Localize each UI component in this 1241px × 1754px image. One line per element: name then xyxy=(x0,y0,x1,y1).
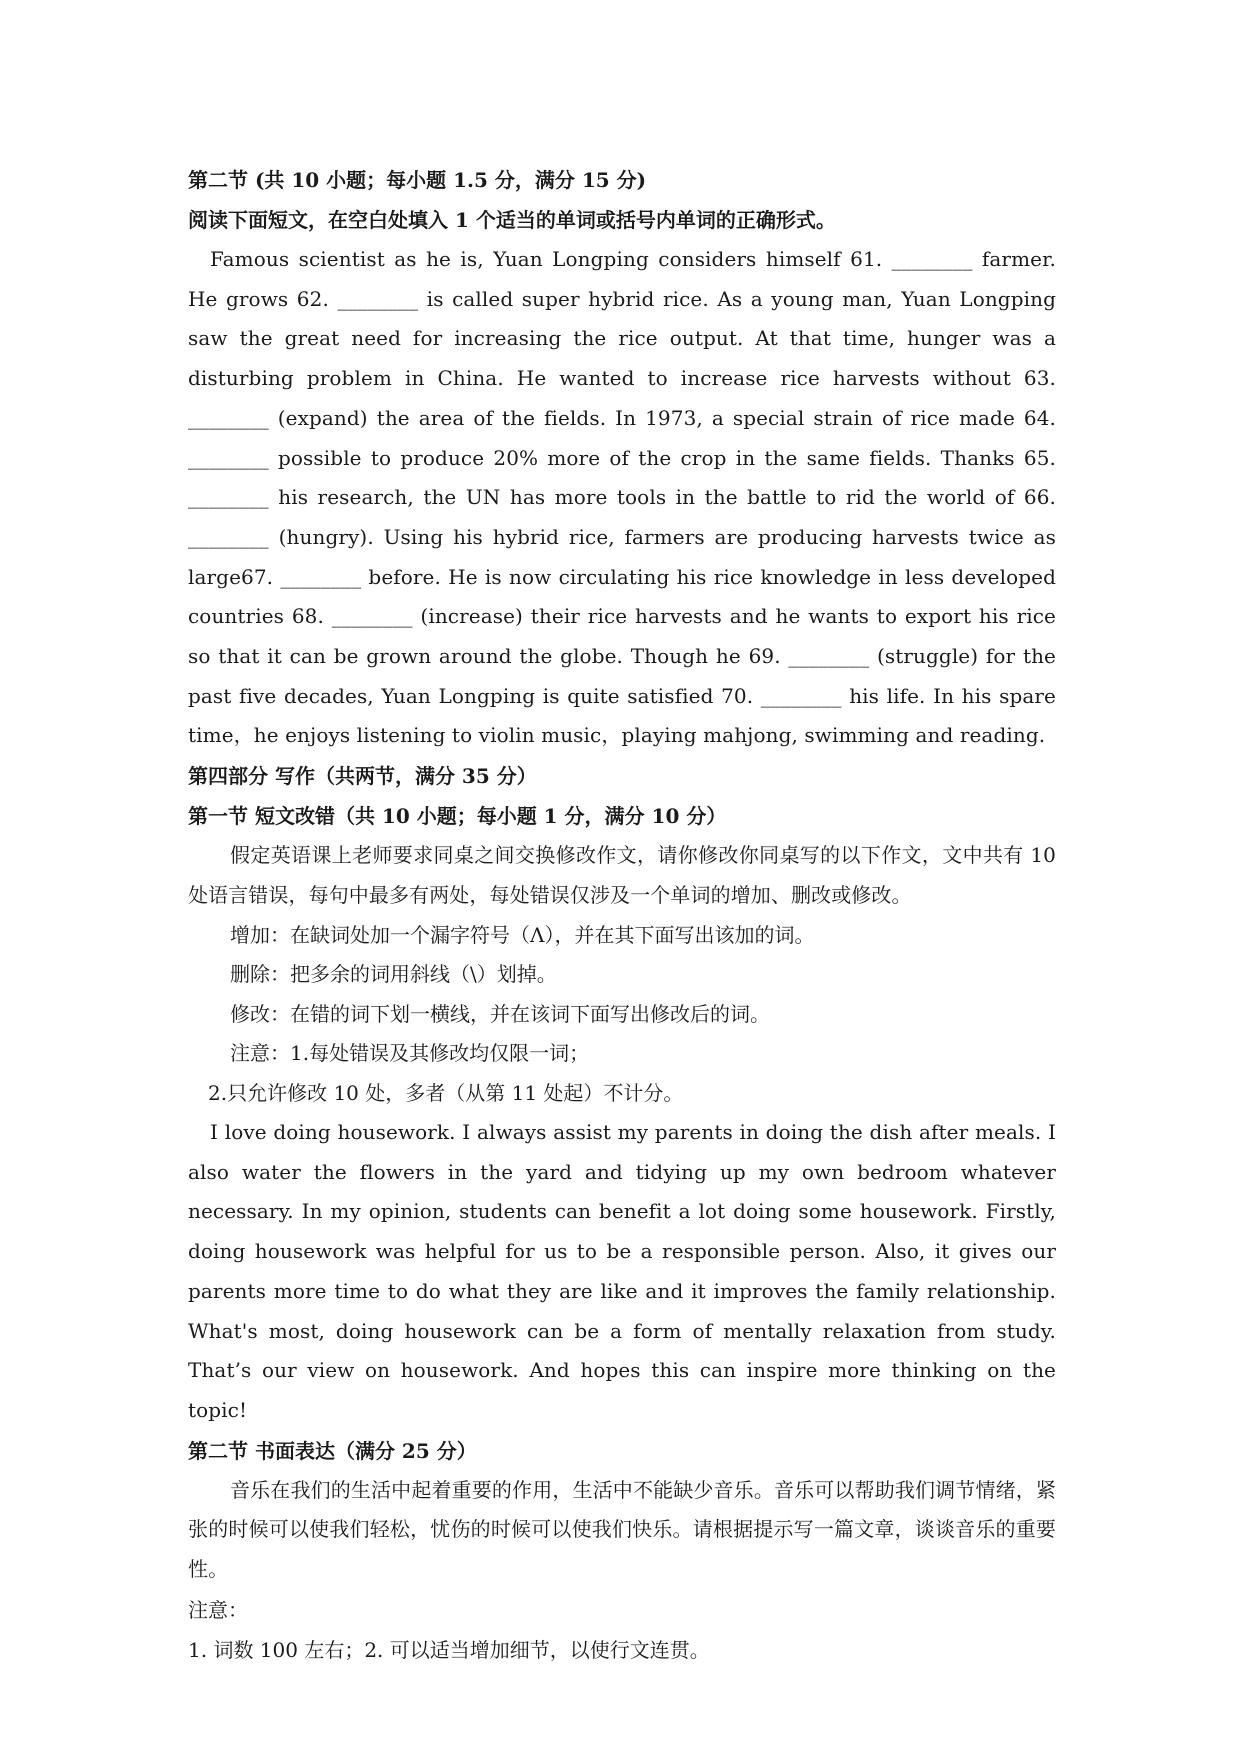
rule-add: 增加：在缺词处加一个漏字符号（Λ），并在其下面写出该加的词。 xyxy=(230,922,815,947)
error-correction-intro: 假定英语课上老师要求同桌之间交换修改作文，请你修改你同桌写的以下作文，文中共有 10 处语言错误，每句中最多有两处，每处错误仅涉及一个单词的增加、删改或修改。 xyxy=(188,843,1056,907)
rule-modify: 修改：在错的词下划一横线，并在该词下面写出修改后的词。 xyxy=(230,1001,770,1026)
error-essay: I love doing housework. I always assist my parents in doing the dish after meals. I also water the flowers in the yard and tidying up my own bedroom whatever necessary. In my opinion, students can benefit a lot doing some housework. Firstly, doing housework was helpful for us to be a responsible person. Also, it gives our parents more time to do what they are like and it improves the family relationship. What's most, doing housework can be a form of mentally relaxation from study. That’s our view on housework. And hopes this can inspire more thinking on the topic! xyxy=(188,1120,1056,1422)
section2-instruction: 阅读下面短文，在空白处填入 1 个适当的单词或括号内单词的正确形式。 xyxy=(188,208,836,232)
writing-heading: 第二节 书面表达（满分 25 分） xyxy=(188,1438,477,1463)
rule-delete: 删除：把多余的词用斜线（\）划掉。 xyxy=(230,962,557,987)
writing-note-items: 1. 词数 100 左右；2. 可以适当增加细节，以使行文连贯。 xyxy=(188,1637,710,1662)
error-correction-heading: 第一节 短文改错（共 10 小题；每小题 1 分，满分 10 分） xyxy=(188,804,727,829)
section2-heading: 第二节 (共 10 小题；每小题 1.5 分，满分 15 分) xyxy=(188,168,647,192)
writing-note-label: 注意： xyxy=(188,1597,248,1622)
writing-prompt: 音乐在我们的生活中起着重要的作用，生活中不能缺少音乐。音乐可以帮助我们调节情绪，紧张的时候可以使我们轻松，忧伤的时候可以使我们快乐。请根据提示写一篇文章，谈谈音乐的重要性。 xyxy=(188,1477,1056,1582)
note-1: 注意：1.每处错误及其修改均仅限一词； xyxy=(230,1041,590,1066)
part4-heading: 第四部分 写作（共两节，满分 35 分） xyxy=(188,764,537,789)
note-2: 2.只允许修改 10 处，多者（从第 11 处起）不计分。 xyxy=(208,1080,684,1105)
exam-page xyxy=(188,160,1056,1670)
cloze-passage: Famous scientist as he is, Yuan Longping considers himself 61. ________ farmer. He grows 62. ________ is called super hybrid rice. As a young man, Yuan Longping saw the great need for increasing the rice output. At that time, hunger was a disturbing problem in China. He wanted to increase rice harvests without 63. ________ (expand) the area of the fields. In 1973, a special strain of rice made 64. ________ possible to produce 20% more of the crop in the same fields. Thanks 65. ________ his research, the UN has more tools in the battle to rid the world of 66. ________ (hungry). Using his hybrid rice, farmers are producing harvests twice as large67. ________ before. He is now circulating his rice knowledge in less developed countries 68. ________ (increase) their rice harvests and he wants to export his rice so that it can be grown around the globe. Though he 69. ________ (struggle) for the past five decades, Yuan Longping is quite satisfied 70. ________ his life. In his spare time，he enjoys listening to violin music，playing mahjong, swimming and reading. xyxy=(188,247,1056,748)
